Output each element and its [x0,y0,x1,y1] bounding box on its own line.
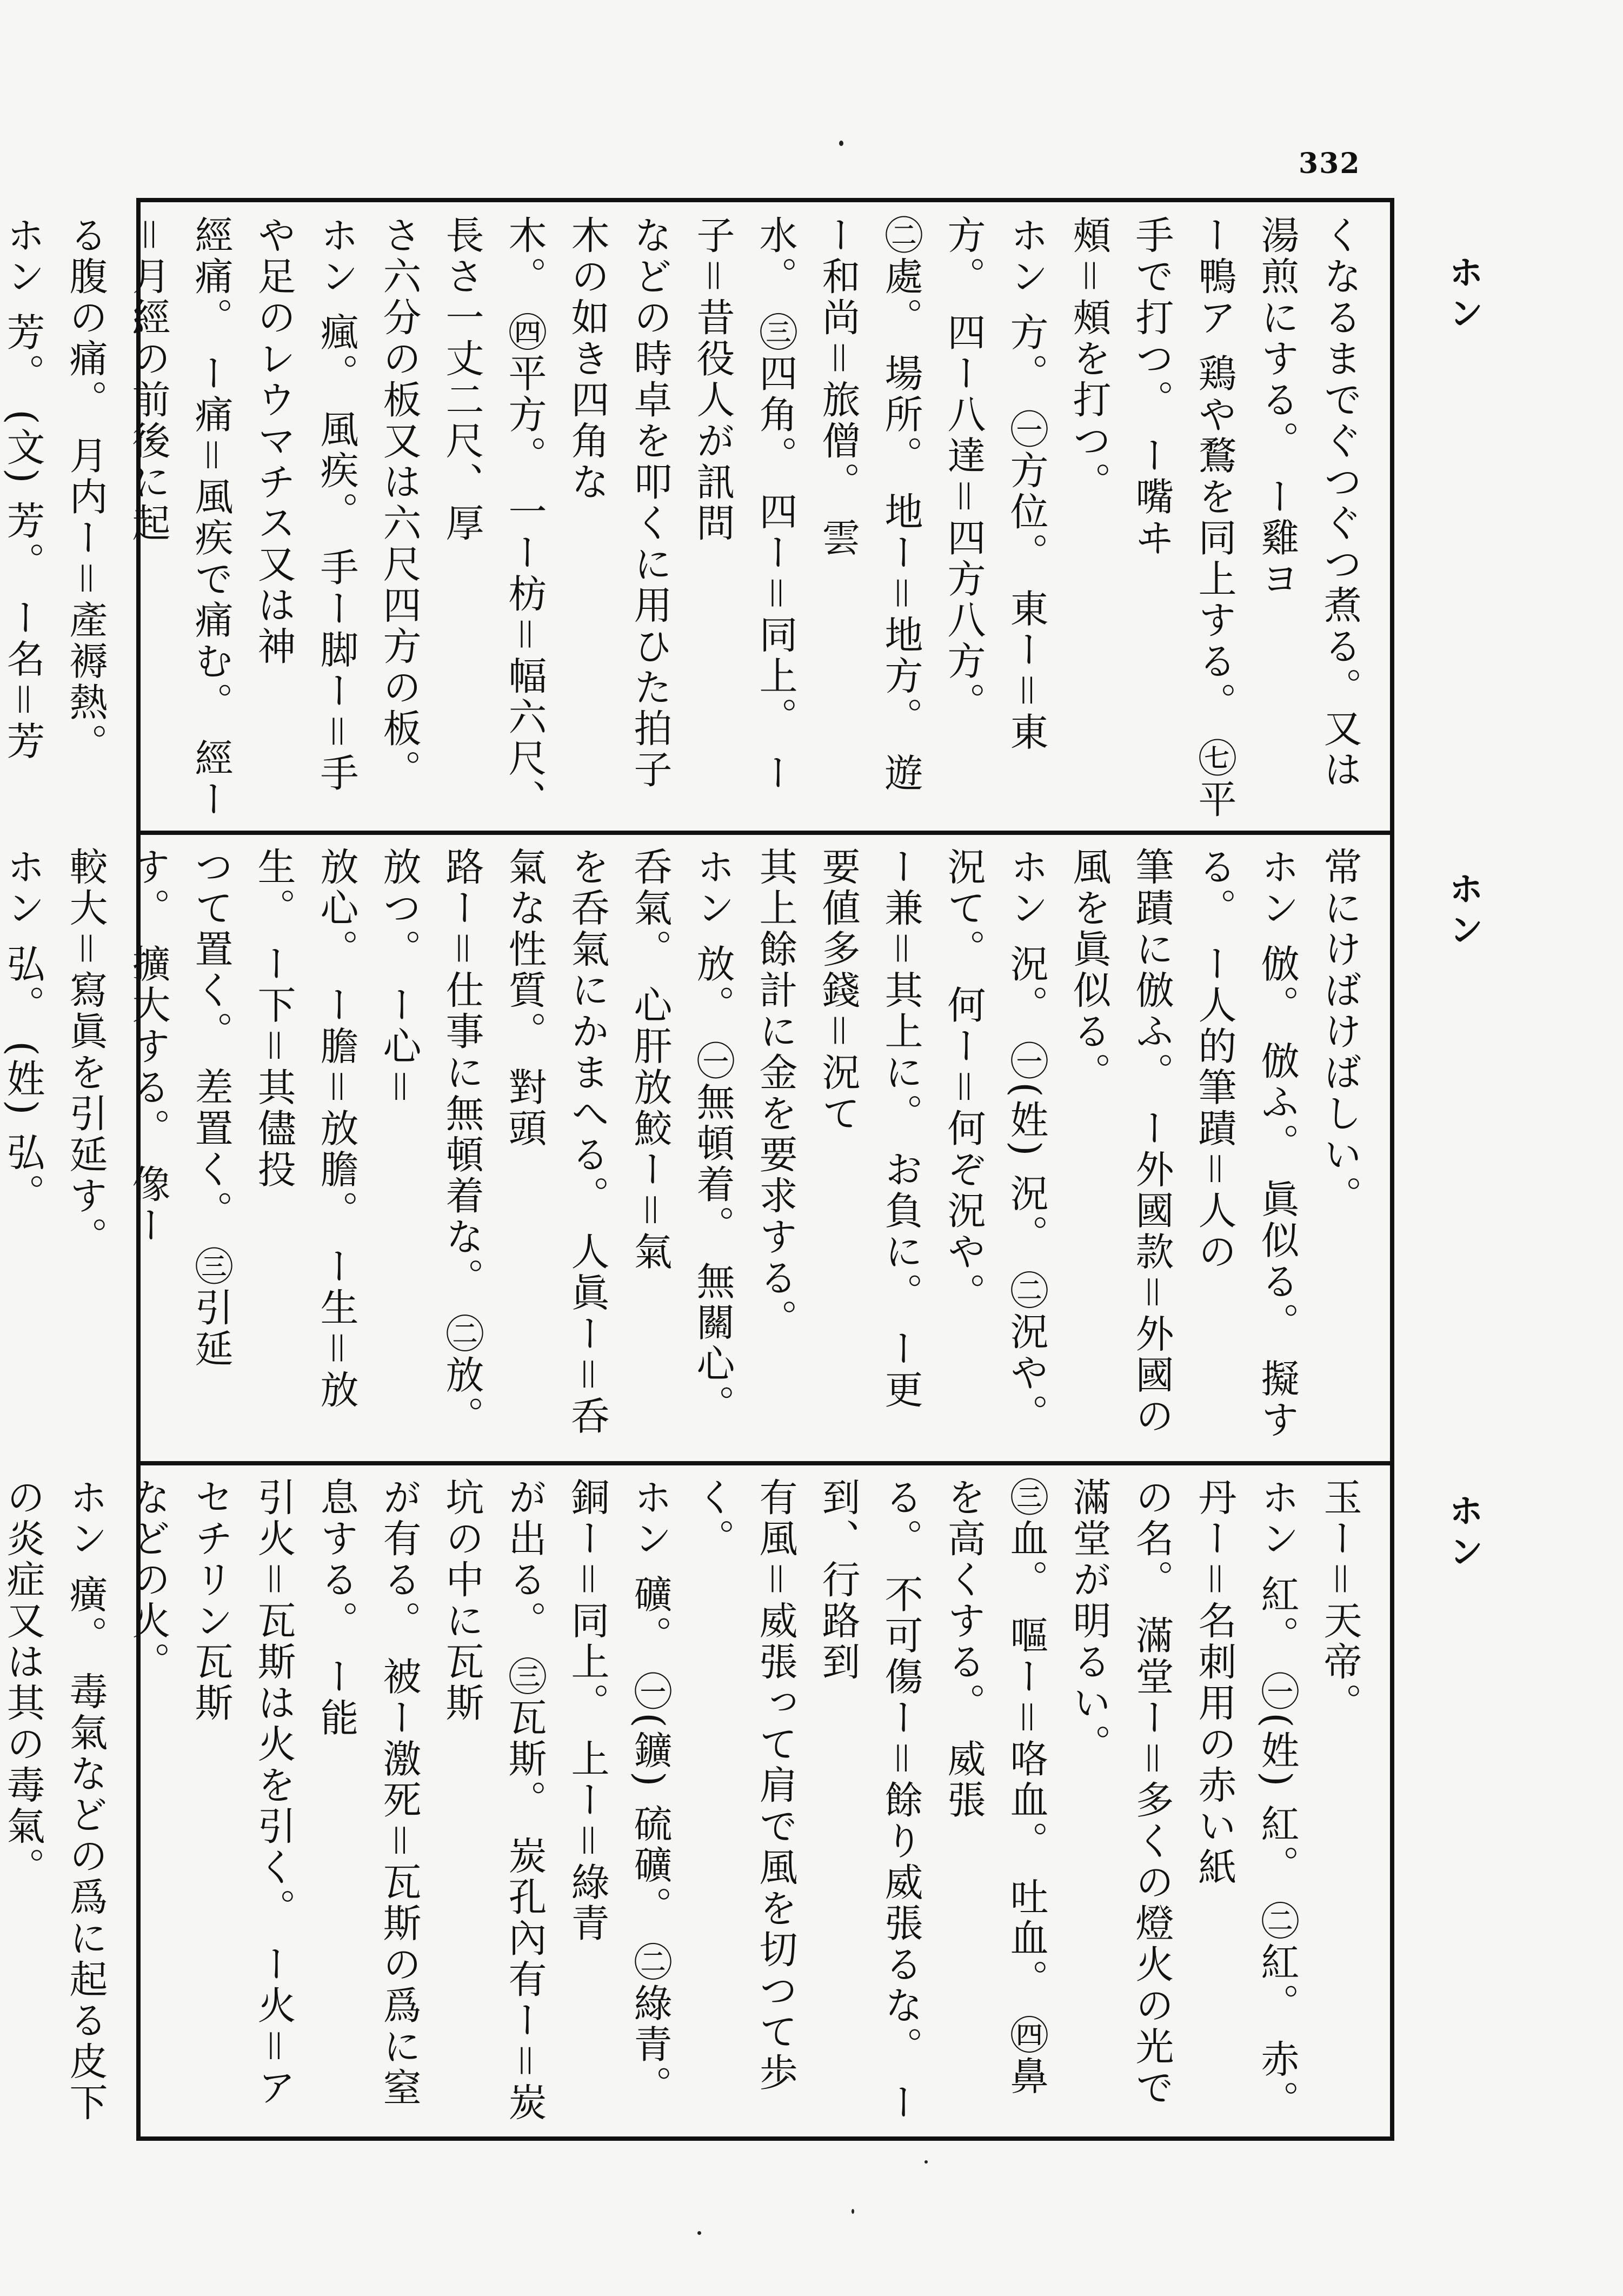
text-column: 水。 ㊂四角。 四ー＝同上。 ー子＝昔役人が訊問 [690,215,798,794]
text-column: ホン 方。 ㊀方位。 東ー＝東方。 四ー八達＝四方八方。 [941,215,1049,753]
text-column: 其上餘計に金を要求する。 [753,847,798,1340]
text-column: 放心。 ー膽＝放膽。 ー生＝放生。 ー下＝其儘投 [251,847,359,1411]
text-column: ー兼＝其上に。 お負に。 ー更要値多錢＝況て [816,847,923,1411]
text-column: 有風＝威張って肩で風を切つて歩く。 [690,1477,798,2094]
text-column: 經痛。 ー痛＝風疾で痛む。 經ー＝月經の前後に起 [126,215,234,821]
text-column: ホン 倣。 倣ふ。 眞似る。 擬する。 ー人的筆蹟＝人の [1192,847,1300,1441]
text-column: くなるまでぐつぐつ煮る。又は湯煎にする。 ー雞ヨ [1255,215,1362,791]
text-column: を呑氣にかまへる。 人眞ー＝呑氣な性質。 對頭 [502,847,610,1437]
text-column: 引火＝瓦斯は火を引く。 ー火＝アセチリン瓦斯 [189,1477,296,2109]
text-column: ホン 弘。 (姓) 弘。 [1,847,45,1215]
text-column: ㊂血。 嘔ー＝咯血。 吐血。 ㊃鼻を高くする。 威張 [941,1477,1049,2098]
text-column: 路ー＝仕事に無頓着な。 ㊁放。 放つ。 ー心＝ [377,847,484,1452]
speck [839,141,843,146]
text-column: ホン 紅。 ㊀(姓) 紅。 ㊁紅。 赤。 丹ー＝名刺用の赤い紙 [1192,1477,1300,2136]
text-column: ホン 瘋。 風疾。 手ー脚ー＝手や足のレウマチス又は神 [251,215,359,794]
text-column: る腹の痛。 月内ー＝產褥熱。 [63,215,108,765]
dictionary-section-bottom [1,1477,1371,2136]
text-column: が出る。 ㊂瓦斯。 炭孔內有ー＝炭坑の中に瓦斯 [440,1477,547,2124]
speck [852,2209,854,2214]
dictionary-section-middle [1,847,1371,1452]
text-column: ホン 礦。 ㊀(鑛) 硫礦。 ㊁綠青。 銅ー＝同上。 上ー＝綠青 [565,1477,673,2122]
dictionary-section-top [1,215,1371,821]
text-column: 木。 ㊃平方。 一ー枋＝幅六尺、長さ一丈二尺、厚 [440,215,547,821]
text-column: 較大＝寫眞を引延す。 [63,847,108,1258]
section-divider-2 [136,1461,1394,1465]
speck [697,2231,701,2235]
text-column: が有る。 被ー激死＝瓦斯の爲に窒息する。 ー能 [314,1477,422,2109]
running-header-top: ホン [1443,254,1484,336]
text-column: ホン 癀。 毒氣などの爲に起る皮下の炎症又は其の毒氣。 [1,1477,108,2124]
page-number: 332 [1299,147,1361,180]
text-column: ー鴨ア 鶏や鶩を同上する。 ㊆平手で打つ。 ー嘴ヰ [1129,215,1237,821]
running-header-middle: ホン [1443,871,1484,953]
entry-columns [0,1477,1371,2136]
entry-columns [0,215,1371,821]
section-divider-1 [136,831,1394,835]
text-column: ホン 芳。 (文) 芳。 ー名＝芳 [1,215,45,762]
text-column: つて置く。 差置く。 ㊂引延す。 擴大する。 像ー [126,847,234,1370]
text-column: 頰＝頰を打つ。 [1067,215,1112,503]
text-column: などの火。 [126,1477,171,1683]
entry-columns [0,847,1371,1451]
text-column: ㊁處。 場所。 地ー＝地方。 遊ー和尚＝旅僧。 雲 [816,215,923,794]
text-column: ホン 放。 ㊀無頓着。 無關心。 呑氣。 心肝放鮫ー＝氣 [628,847,735,1441]
text-column: などの時卓を叩くに用ひた拍子木の如き四角な [565,215,673,791]
text-column: 玉ー＝天帝。 [1318,1477,1362,1724]
running-header-bottom: ホン [1443,1492,1484,1575]
text-column: さ六分の板又は六尺四方の板。 [377,215,422,791]
text-column: 常にけばけばしい。 [1318,847,1362,1217]
text-column: 筆蹟に倣ふ。 ー外國款＝外國の風を眞似る。 [1067,847,1174,1437]
speck [924,2160,928,2164]
text-column: の名。 滿堂ー＝多くの燈火の光で滿堂が明るい。 [1067,1477,1174,2109]
text-column: る。 不可傷ー＝餘り威張るな。 ー到、行路到 [816,1477,923,2124]
text-column: ホン 況。 ㊀(姓) 況。 ㊁況や。 況て。 何ー＝何ぞ況や。 [941,847,1049,1450]
